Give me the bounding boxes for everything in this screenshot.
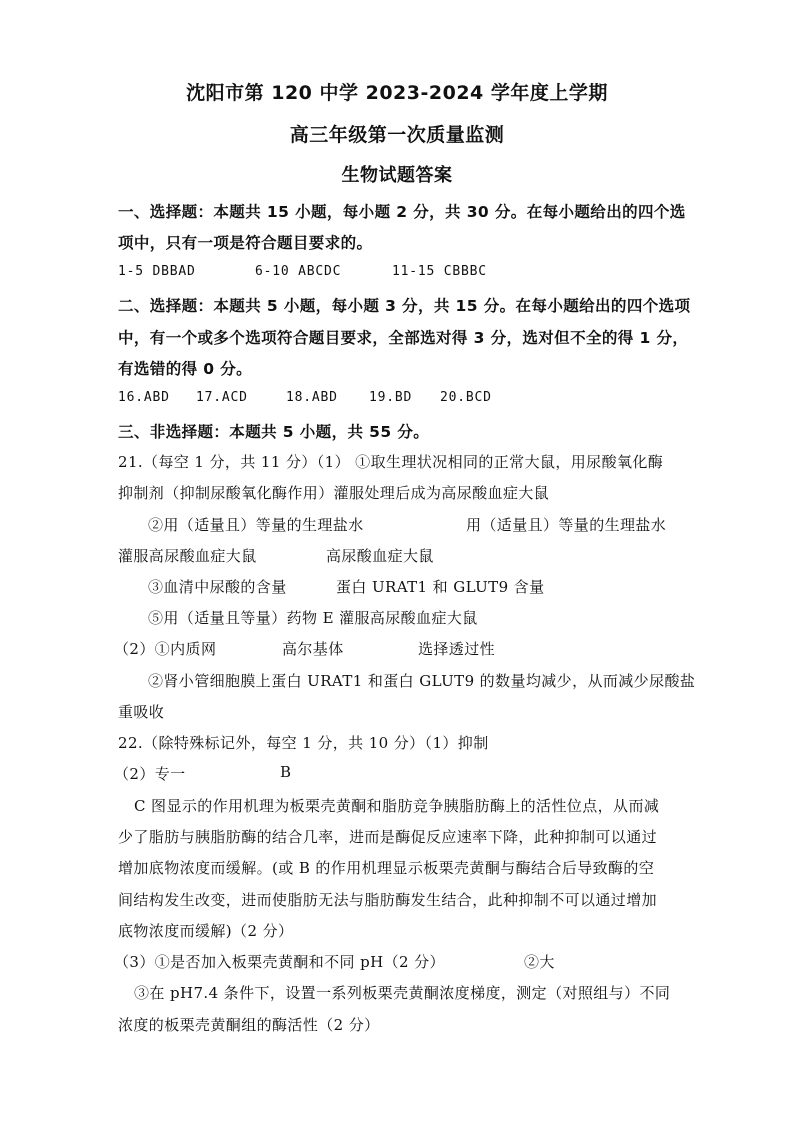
q22-line3: C 图显示的作用机理为板栗壳黄酮和脂肪竞争胰脂肪酶上的活性位点，从而减 [134, 797, 660, 815]
answer-1-5: 1-5 DBBAD [118, 264, 196, 279]
section2-heading-line3: 有选错的得 0 分。 [118, 360, 253, 378]
answer-17: 17.ACD [196, 390, 248, 405]
exam-title: 高三年级第一次质量监测 [289, 124, 505, 146]
answer-6-10: 6-10 ABCDC [255, 264, 342, 279]
section2-heading-line2: 中，有一个或多个选项符合题目要求，全部选对得 3 分，选对但不全的得 1 分， [118, 329, 689, 347]
school-title: 沈阳市第 120 中学 2023-2024 学年度上学期 [186, 82, 608, 104]
section1-heading-line1: 一、选择题：本题共 15 小题，每小题 2 分，共 30 分。在每小题给出的四个选 [118, 203, 686, 221]
q21-line2: 抑制剂（抑制尿酸氧化酶作用）灌服处理后成为高尿酸血症大鼠 [118, 484, 550, 502]
q22-line4: 少了脂肪与胰脂肪酶的结合几率，进而是酶促反应速率下降，此种抑制可以通过 [118, 828, 658, 846]
q21-line9: 重吸收 [118, 703, 165, 721]
q22-line7: 底物浓度而缓解)（2 分） [118, 922, 294, 940]
q22-line1: 22.（除特殊标记外，每空 1 分，共 10 分）（1）抑制 [118, 734, 489, 752]
q22-line9: ③在 pH7.4 条件下，设置一系列板栗壳黄酮浓度梯度，测定（对照组与）不同 [134, 984, 671, 1002]
answer-18: 18.ABD [286, 390, 338, 405]
section1-heading-line2: 项中，只有一项是符合题目要求的。 [118, 234, 373, 252]
q22-line10: 浓度的板栗壳黄酮组的酶活性（2 分） [118, 1016, 380, 1034]
answer-16: 16.ABD [118, 390, 170, 405]
q21-line1: 21.（每空 1 分，共 11 分）（1） ①取生理状况相同的正常大鼠，用尿酸氧化酶 [118, 453, 664, 471]
doc-title: 生物试题答案 [341, 165, 453, 186]
q21-line8: ②肾小管细胞膜上蛋白 URAT1 和蛋白 GLUT9 的数量均减少，从而减少尿酸盐 [148, 672, 696, 690]
answer-20: 20.BCD [440, 390, 492, 405]
section3-heading: 三、非选择题：本题共 5 小题，共 55 分。 [118, 423, 430, 441]
q21-line6: ⑤用（适量且等量）药物 E 灌服高尿酸血症大鼠 [148, 609, 478, 627]
section2-heading-line1: 二、选择题：本题共 5 小题，每小题 3 分，共 15 分。在每小题给出的四个选项 [118, 297, 691, 315]
q22-line5: 增加底物浓度而缓解。(或 B 的作用机理显示板栗壳黄酮与酶结合后导致酶的空 [118, 859, 655, 877]
q22-line6: 间结构发生改变，进而使脂肪无法与脂肪酶发生结合，此种抑制不可以通过增加 [118, 891, 658, 909]
answer-11-15: 11-15 CBBBC [392, 264, 487, 279]
answer-sheet-page: 沈阳市第 120 中学 2023-2024 学年度上学期 高三年级第一次质量监测 生物试题答案 一、选择题：本题共 15 小题，每小题 2 分，共 30 分。在每小题给出的四个选 项中，只有一项是符合题目要求的。 1-5 DBBAD 6-10 ABCDC 11-15 CBBBC 二、选择题：本题共 5 小题，每小题 3 分，共 15 分。在每小题给出的四个选项 中，有一个或多个选项符合题目要求，全部选对得 3 分，选对但不全的得 1 分， 有选错的得 0 分。 16.ABD 17.ACD 18.ABD 19.BD 20.BCD 三、非选择题：本题共 5 小题，共 55 分。 21.（每空 1 分，共 11 分）（1） ①取生理状况相同的正常大鼠，用尿酸氧化酶 抑制剂（抑制尿酸氧化酶作用）灌服处理后成为高尿酸血症大鼠 ②用（适量且）等量的生理盐水 用（适量且）等量的生理盐水 灌服高尿酸血症大鼠 高尿酸血症大鼠 ③血清中尿酸的含量 蛋白 URAT1 和 GLUT9 含量 ⑤用（适量且等量）药物 E 灌服高尿酸血症大鼠 （2）①内质网 高尔基体 选择透过性 ②肾小管细胞膜上蛋白 URAT1 和蛋白 GLUT9 的数量均减少，从而减少尿酸盐 重吸收 22.（除特殊标记外，每空 1 分，共 10 分）（1）抑制 （2）专一 B C 图显示的作用机理为板栗壳黄酮和脂肪竞争胰脂肪酶上的活性位点，从而减 少了脂肪与胰脂肪酶的结合几率，进而是酶促反应速率下降，此种抑制可以通过 增加底物浓度而缓解。(或 B 的作用机理显示板栗壳黄酮与酶结合后导致酶的空 间结构发生改变，进而使脂肪无法与脂肪酶发生结合，此种抑制不可以通过增加 底物浓度而缓解)（2 分） （3）①是否加入板栗壳黄酮和不同 pH（2 分） ②大 ③在 pH7.4 条件下，设置一系列板栗壳黄酮浓度梯度，测定（对照组与）不同 浓度的板栗壳黄酮组的酶活性（2 分） [0, 0, 794, 1122]
answer-19: 19.BD [369, 390, 413, 405]
